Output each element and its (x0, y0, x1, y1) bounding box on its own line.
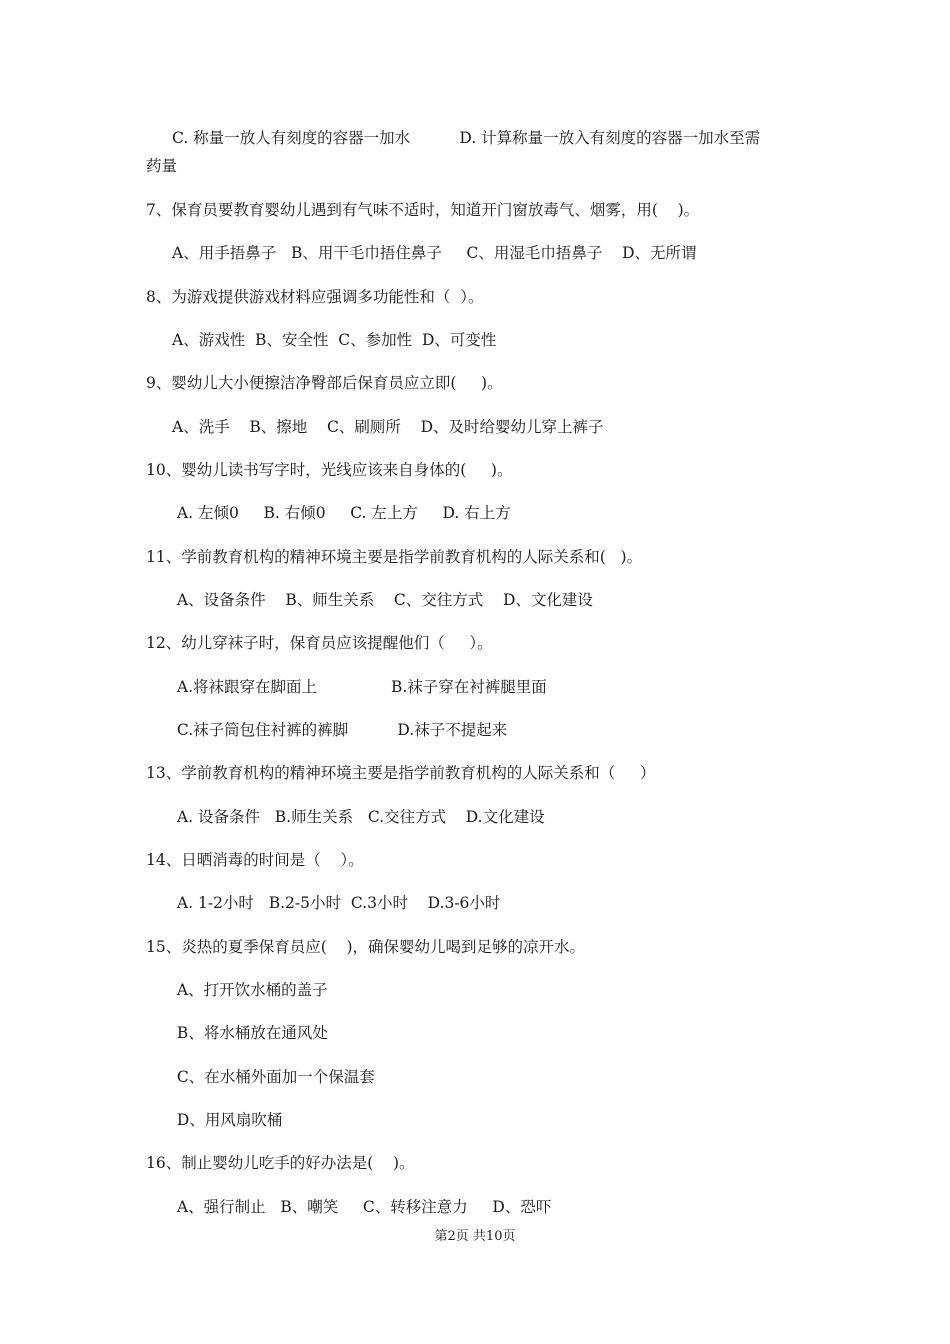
options-7: A、用手捂鼻子 B、用干毛巾捂住鼻子 C、用湿毛巾捂鼻子 D、无所谓 (172, 244, 697, 262)
question-10: 10、婴幼儿读书写字时，光线应该来自身体的( )。 (146, 461, 513, 479)
option-15-b: B、将水桶放在通风处 (172, 1024, 328, 1042)
option-line: C. 称量一放人有刻度的容器一加水 D. 计算称量一放入有刻度的容器一加水至需 (172, 129, 761, 147)
options-9: A、洗手 B、擦地 C、刷厕所 D、及时给婴幼儿穿上裤子 (172, 418, 604, 436)
options-14: A. 1-2小时 B.2-5小时 C.3小时 D.3-6小时 (172, 894, 501, 912)
option-15-a: A、打开饮水桶的盖子 (172, 981, 328, 999)
question-15: 15、炎热的夏季保育员应( )，确保婴幼儿喝到足够的凉开水。 (146, 938, 586, 956)
question-13: 13、学前教育机构的精神环境主要是指学前教育机构的人际关系和（ ） (146, 764, 656, 782)
question-7: 7、保育员要教育婴幼儿遇到有气味不适时，知道开门窗放毒气、烟雾，用( )。 (146, 201, 700, 219)
question-12: 12、幼儿穿袜子时，保育员应该提醒他们（ ）。 (146, 634, 493, 652)
options-11: A、设备条件 B、师生关系 C、交往方式 D、文化建设 (172, 591, 593, 609)
question-9: 9、婴幼儿大小便擦洁净臀部后保育员应立即( )。 (146, 374, 503, 392)
options-10: A. 左倾0 B. 右倾0 C. 左上方 D. 右上方 (172, 504, 511, 522)
option-15-c: C、在水桶外面加一个保温套 (172, 1068, 375, 1086)
question-16: 16、制止婴幼儿吃手的好办法是( )。 (146, 1154, 415, 1172)
page-footer: 第2页 共10页 (434, 1229, 516, 1244)
options-8: A、游戏性 B、安全性 C、参加性 D、可变性 (172, 331, 497, 349)
options-16: A、强行制止 B、嘲笑 C、转移注意力 D、恐吓 (172, 1198, 552, 1216)
options-12-row-2: C.袜子筒包住衬裤的裤脚 D.袜子不提起来 (172, 721, 508, 739)
options-12-row-1: A.将袜跟穿在脚面上 B.袜子穿在衬裤腿里面 (172, 678, 547, 696)
options-13: A. 设备条件 B.师生关系 C.交往方式 D.文化建设 (172, 808, 545, 826)
question-14: 14、日晒消毒的时间是（ ）。 (146, 851, 364, 869)
question-8: 8、为游戏提供游戏材料应强调多功能性和（ ）。 (146, 288, 484, 306)
option-line-continued: 药量 (146, 157, 178, 175)
question-11: 11、学前教育机构的精神环境主要是指学前教育机构的人际关系和( )。 (146, 548, 643, 566)
option-15-d: D、用风扇吹桶 (172, 1111, 283, 1129)
